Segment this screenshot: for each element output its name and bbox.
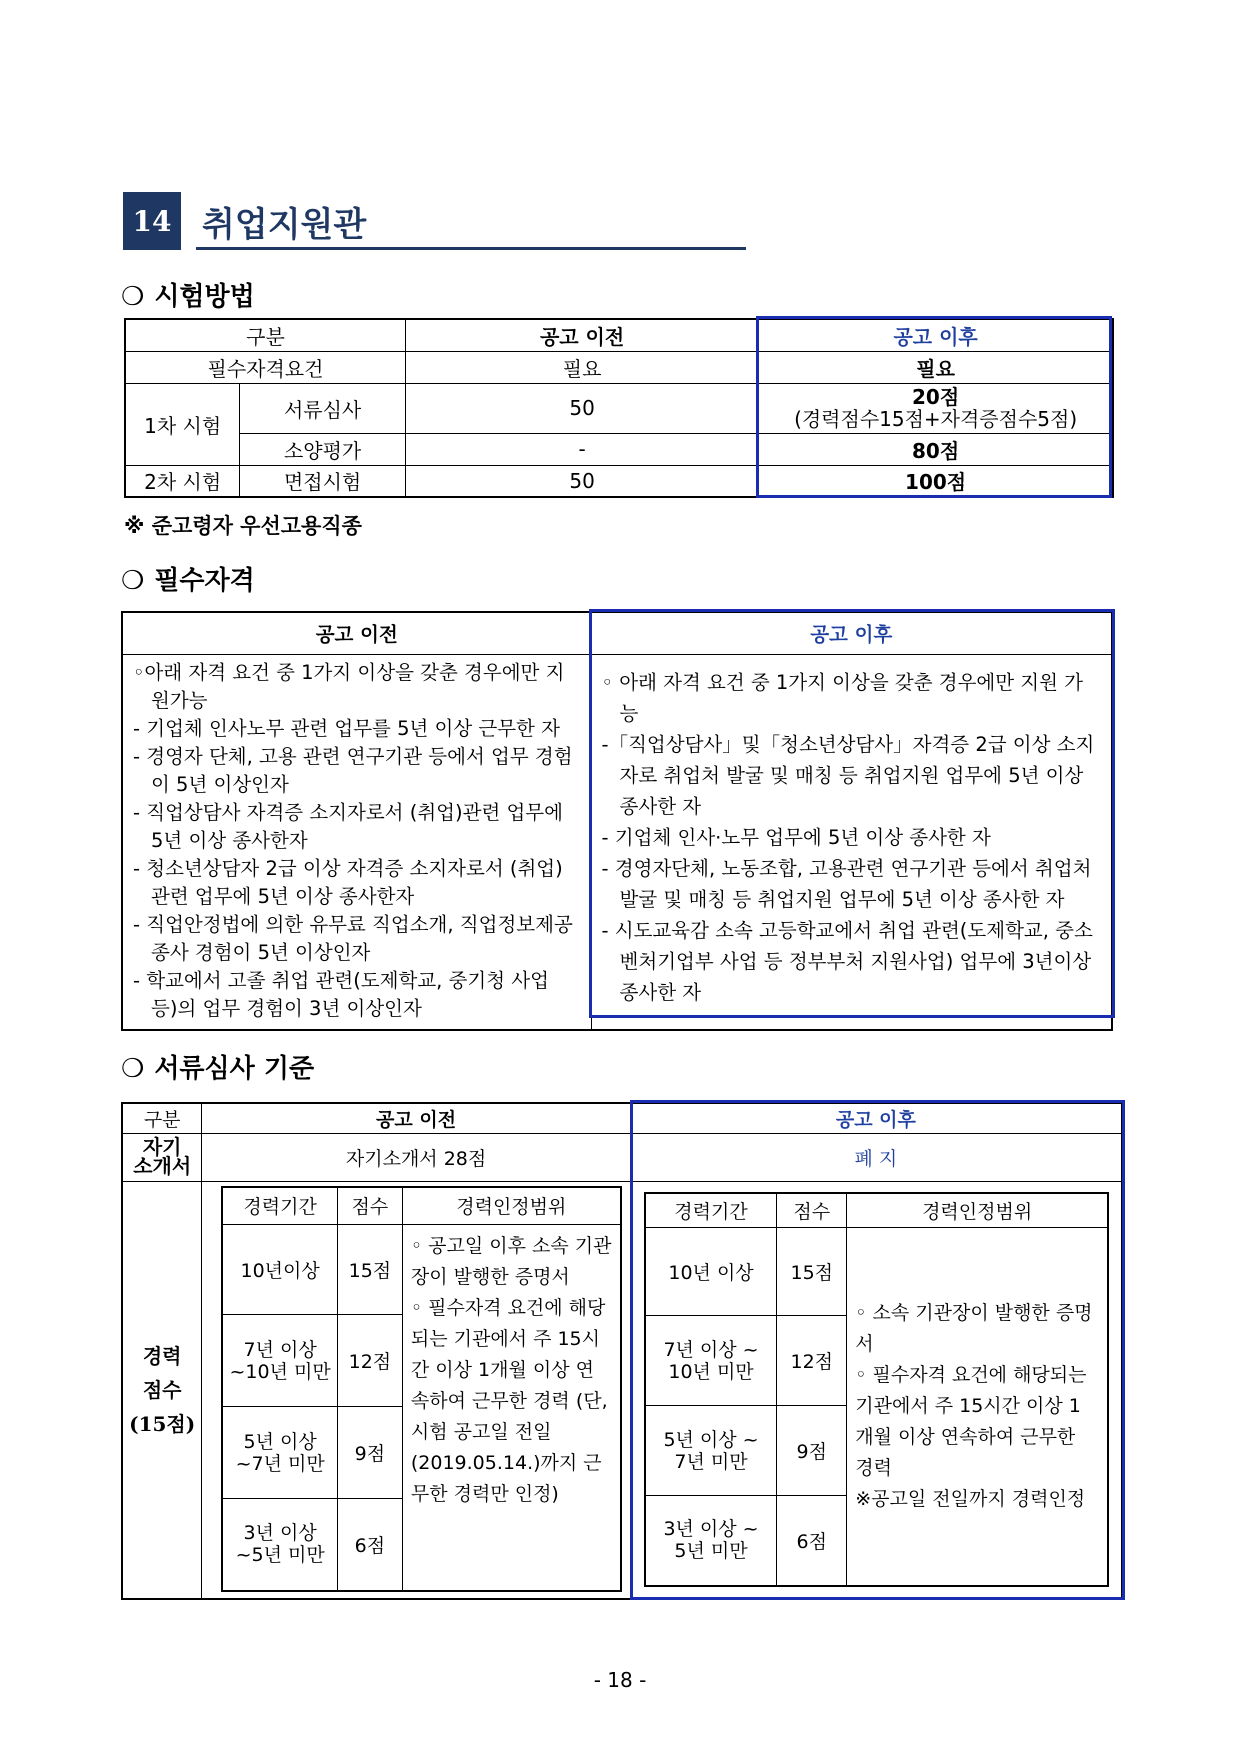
score-cell: 6점	[337, 1499, 402, 1591]
header-after: 공고 이후	[759, 319, 1113, 351]
career-before-table	[221, 1186, 621, 1592]
inner-header: 경력기간	[645, 1193, 777, 1228]
qual-before-cell	[122, 654, 591, 1030]
note: ※ 준고령자 우선고용직종	[124, 514, 362, 538]
qual-after-item: - 경영자단체, 노동조합, 고용관련 연구기관 등에서 취업처 발굴 및 매칭 등 취업지원 업무에 5년 이상 종사한 자	[601, 856, 1092, 911]
exam-method-table	[124, 318, 1114, 498]
inner-header: 경력기간	[222, 1187, 337, 1225]
qualification-table	[121, 611, 1113, 1031]
qual-after-item: ◦ 아래 자격 요건 중 1가지 이상을 갖춘 경우에만 지원 가능	[601, 670, 1084, 725]
career-before-cell	[202, 1181, 630, 1599]
qualification-heading-text: 필수자격	[154, 566, 255, 596]
heading-bullet: ❍	[121, 1054, 145, 1084]
qual-after-item: - 시도교육감 소속 고등학교에서 취업 관련(도제학교, 중소벤처기업부 사업 등 정부부처 지원사업) 업무에 3년이상 종사한 자	[601, 918, 1093, 1004]
qual-header-before: 공고 이전	[122, 612, 591, 654]
inner-header: 경력인정범위	[847, 1193, 1108, 1228]
qual-after-item: - 기업체 인사·노무 업무에 5년 이상 종사한 자	[601, 825, 991, 849]
header-before: 공고 이전	[405, 319, 758, 351]
period-cell: 5년 이상 ~7년 미만	[222, 1407, 337, 1499]
period-cell: 10년 이상	[645, 1228, 777, 1316]
doc-after-sub: (경력점수15점+자격증점수5점)	[794, 407, 1078, 431]
req-before: 필요	[405, 351, 758, 383]
career-after-table	[644, 1192, 1109, 1587]
exam-method-heading	[121, 276, 255, 313]
career-label	[122, 1181, 202, 1599]
comp-after: 80점	[759, 433, 1113, 465]
score-cell: 12점	[777, 1316, 847, 1406]
doc-header-before: 공고 이전	[202, 1103, 630, 1133]
doc-header-after: 공고 이후	[630, 1103, 1122, 1133]
comp-label: 소양평가	[240, 433, 406, 465]
page-number: - 18 -	[593, 1668, 647, 1692]
period-cell: 10년이상	[222, 1225, 337, 1315]
interview-before: 50	[405, 465, 758, 497]
exam-method-heading-text: 시험방법	[154, 282, 255, 312]
period-cell: 5년 이상 ~ 7년 미만	[645, 1406, 777, 1496]
qual-header-after: 공고 이후	[591, 612, 1112, 654]
period-cell: 3년 이상 ~ 5년 미만	[645, 1496, 777, 1586]
score-cell: 9점	[337, 1407, 402, 1499]
intro-before: 자기소개서 28점	[202, 1133, 630, 1181]
doc-review-table	[121, 1102, 1123, 1600]
heading-bullet: ❍	[121, 282, 145, 312]
doc-review-heading	[121, 1048, 314, 1085]
qual-before-item: - 직업상담사 자격증 소지자로서 (취업)관련 업무에 5년 이상 종사한자	[133, 800, 563, 852]
intro-label: 자기 소개서	[122, 1133, 202, 1181]
score-cell: 9점	[777, 1406, 847, 1496]
score-cell: 15점	[777, 1228, 847, 1316]
qual-after-cell	[591, 654, 1112, 1030]
doc-review-heading-text: 서류심사 기준	[154, 1054, 315, 1084]
qual-before-item: ◦아래 자격 요건 중 1가지 이상을 갖춘 경우에만 지원가능	[133, 660, 565, 712]
interview-label: 면접시험	[240, 465, 406, 497]
qual-after-item: -「직업상담사」및「청소년상담사」자격증 2급 이상 소지자로 취업처 발굴 및 매칭 등 취업지원 업무에 5년 이상 종사한 자	[601, 732, 1095, 818]
doc-label: 서류심사	[240, 383, 406, 433]
qual-before-item: - 직업안정법에 의한 유무료 직업소개, 직업정보제공 종사 경험이 5년 이상인자	[133, 912, 573, 964]
doc-header-category: 구분	[122, 1103, 202, 1133]
inner-header: 경력인정범위	[402, 1187, 620, 1225]
score-cell: 6점	[777, 1496, 847, 1586]
career-label-line: 점수	[142, 1377, 182, 1402]
period-cell: 7년 이상 ~10년 미만	[222, 1315, 337, 1407]
doc-after	[759, 383, 1113, 433]
comp-before: -	[405, 433, 758, 465]
score-cell: 12점	[337, 1315, 402, 1407]
heading-bullet: ❍	[121, 566, 145, 596]
after-scope: ◦ 소속 기관장이 발행한 증명서 ◦ 필수자격 요건에 해당되는 기관에서 주 15시간 이상 1개월 이상 연속하여 근무한 경력 ※공고일 전일까지 경력인정	[847, 1228, 1108, 1586]
section-number: 14	[123, 192, 181, 250]
qual-before-item: - 학교에서 고졸 취업 관련(도제학교, 중기청 사업 등)의 업무 경험이 3년 이상인자	[133, 968, 549, 1020]
career-label-line: 경력	[142, 1343, 182, 1368]
period-cell: 7년 이상 ~ 10년 미만	[645, 1316, 777, 1406]
req-after: 필요	[759, 351, 1113, 383]
intro-after: 폐 지	[630, 1133, 1122, 1181]
qual-before-item: - 청소년상담자 2급 이상 자격증 소지자로서 (취업) 관련 업무에 5년 이상 종사한자	[133, 856, 563, 908]
doc-after-main: 20점	[912, 385, 960, 409]
section-title: 취업지원관	[202, 205, 367, 245]
inner-header: 점수	[777, 1193, 847, 1228]
period-cell: 3년 이상 ~5년 미만	[222, 1499, 337, 1591]
inner-header: 점수	[337, 1187, 402, 1225]
score-cell: 15점	[337, 1225, 402, 1315]
header-category: 구분	[125, 319, 405, 351]
career-label-line: (15점)	[129, 1411, 196, 1436]
qualification-heading	[121, 560, 255, 597]
doc-before: 50	[405, 383, 758, 433]
interview-after: 100점	[759, 465, 1113, 497]
before-scope: ◦ 공고일 이후 소속 기관장이 발행한 증명서 ◦ 필수자격 요건에 해당 되는 기관에서 주 15시간 이상 1개월 이상 연속하여 근무한 경력 (단, 시험 공고일 전일(2019.05.14.)까지 근무한 경력만 인정)	[402, 1225, 620, 1591]
career-after-cell	[630, 1181, 1122, 1599]
qual-before-item: - 기업체 인사노무 관련 업무를 5년 이상 근무한 자	[133, 716, 560, 740]
qual-before-item: - 경영자 단체, 고용 관련 연구기관 등에서 업무 경험이 5년 이상인자	[133, 744, 573, 796]
first-exam-label: 1차 시험	[125, 383, 240, 465]
second-exam-label: 2차 시험	[125, 465, 240, 497]
req-label: 필수자격요건	[125, 351, 405, 383]
title-underline	[196, 247, 746, 250]
